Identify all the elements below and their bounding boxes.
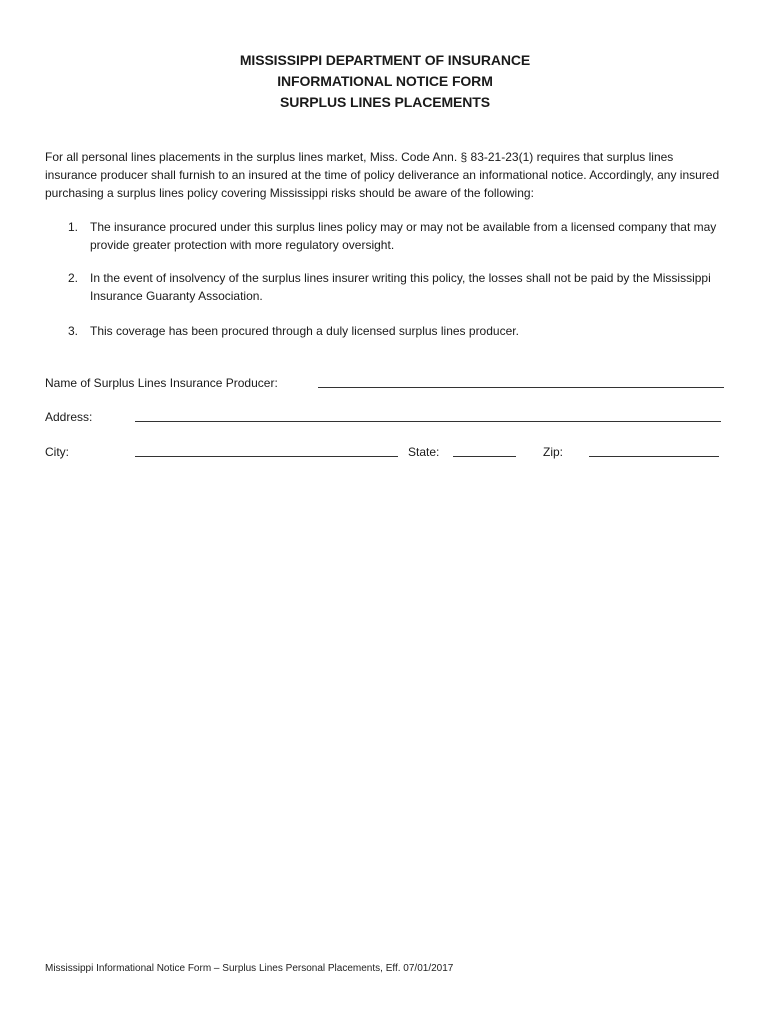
list-item xyxy=(45,322,725,340)
title-line-3: SURPLUS LINES PLACEMENTS xyxy=(280,94,490,110)
city-field[interactable] xyxy=(135,442,398,457)
list-number: 2. xyxy=(68,271,79,285)
list-text: This coverage has been procured through a duly licensed surplus lines producer. xyxy=(90,324,519,338)
city-label: City: xyxy=(45,445,69,459)
page-footer: Mississippi Informational Notice Form – Surplus Lines Personal Placements, Eff. 07/01/2017 xyxy=(45,963,454,974)
list-item xyxy=(45,269,725,305)
zip-field[interactable] xyxy=(589,442,719,457)
list-number: 3. xyxy=(68,324,79,338)
title-line-1: MISSISSIPPI DEPARTMENT OF INSURANCE xyxy=(239,52,531,68)
title-line-2: INFORMATIONAL NOTICE FORM xyxy=(277,73,493,89)
list-text: The insurance procured under this surplus lines policy may or may not be available from a licensed company that may provide greater protection with more regulatory oversight. xyxy=(90,220,717,252)
zip-label: Zip: xyxy=(543,445,564,459)
intro-paragraph: For all personal lines placements in the surplus lines market, Miss. Code Ann. § 83-21-23(1) requires that surplus lines insurance producer shall furnish to an insured at the time of policy deliverance an informational notice. Accordingly, any insured purchasing a surplus lines policy covering Mississippi risks should be aware of the following: xyxy=(45,150,720,200)
producer-name-field[interactable] xyxy=(318,373,724,388)
producer-label: Name of Surplus Lines Insurance Producer: xyxy=(45,376,278,390)
list-item xyxy=(45,218,725,254)
city-row xyxy=(45,442,725,462)
address-label: Address: xyxy=(45,410,93,424)
list-text: In the event of insolvency of the surplus lines insurer writing this policy, the losses shall not be paid by the Mississippi Insurance Guaranty Association. xyxy=(90,271,711,303)
document-title xyxy=(0,50,770,113)
address-field[interactable] xyxy=(135,407,721,422)
state-label: State: xyxy=(408,445,440,459)
address-row xyxy=(45,407,725,427)
state-field[interactable] xyxy=(453,442,516,457)
producer-row xyxy=(45,373,725,393)
list-number: 1. xyxy=(68,220,79,234)
